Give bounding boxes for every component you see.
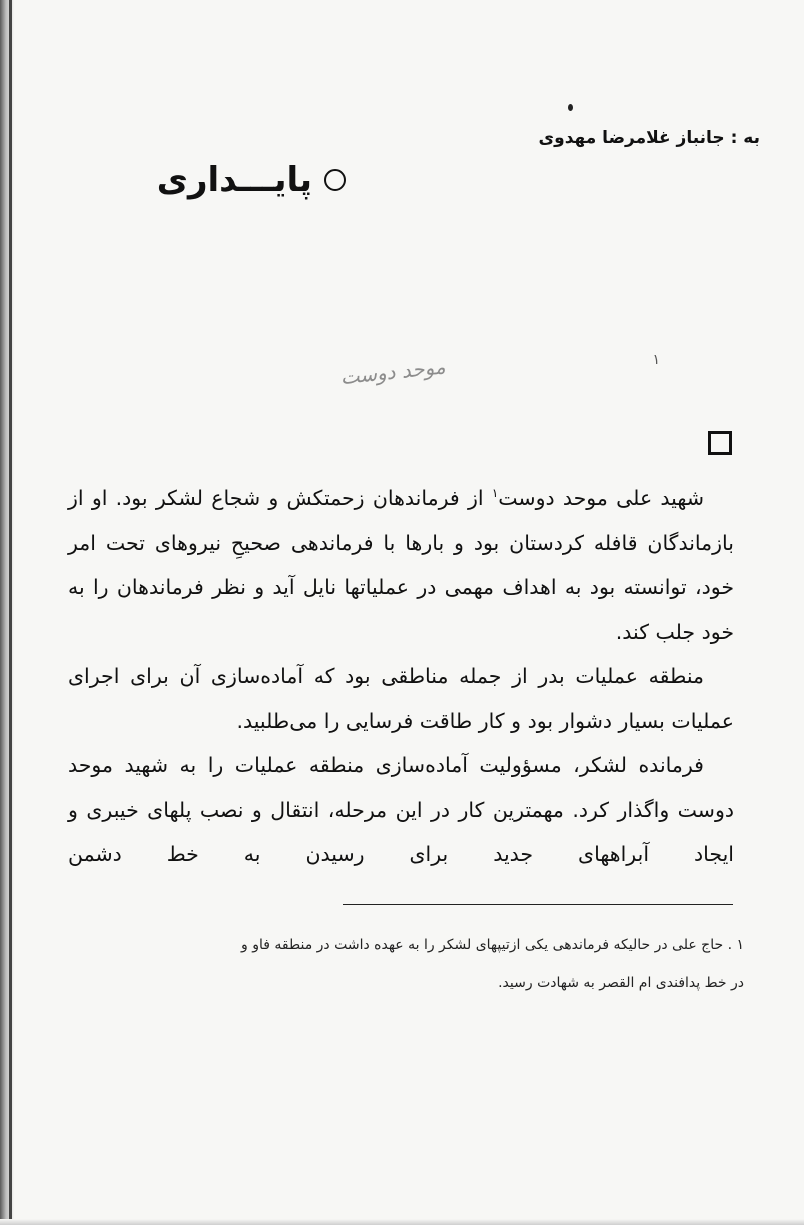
footnote-divider xyxy=(343,904,733,905)
footnote xyxy=(64,926,744,1002)
chapter-heading xyxy=(157,160,346,200)
paragraph-1-rest: از فرماندهان زحمتکش و شجاع لشکر بود. او از بازماندگان قافله کردستان بود و بارها با فرماندهی صحیحِ نیروهای تحت امر خود، توانسته بود به اهداف مهمی در عملیاتها نایل آید و نظر فرماندهان را به خود جلب کند. xyxy=(68,486,734,644)
footnote-line-1: ۱ . حاج علی در حالیکه فرماندهی یکی ازتیپهای لشکر را به عهده داشت در منطقه فاو و xyxy=(241,937,744,953)
margin-mark: ۱ xyxy=(652,352,660,368)
paragraph-1-start: شهید علی موحد دوست xyxy=(498,486,704,510)
body-text xyxy=(68,476,734,877)
paragraph-2: منطقه عملیات بدر از جمله مناطقی بود که آماده‌سازی آن برای اجرای عملیات بسیار دشوار بود و کار طاقت فرسایی را می‌طلبید. xyxy=(68,664,734,733)
chapter-title: پایـــداری xyxy=(156,160,312,200)
footnote-line-2: در خط پدافندی ام القصر به شهادت رسید. xyxy=(498,975,744,991)
paragraph-3: فرمانده لشکر، مسؤولیت آماده‌سازی منطقه عملیات را به شهید موحد دوست واگذار کرد. مهمترین کار در این مرحله، انتقال و نصب پلهای خیبری و ایجاد آبراههای جدید برای رسیدن به خط دشمن xyxy=(68,753,734,866)
paragraph-1 xyxy=(68,476,734,654)
handwritten-annotation: موحد دوست xyxy=(339,354,447,390)
footnote-reference: ۱ xyxy=(491,486,499,501)
square-outline-icon xyxy=(708,431,732,455)
circle-outline-icon xyxy=(324,169,346,191)
ink-speck xyxy=(568,104,573,111)
page-binding-line xyxy=(9,0,12,1225)
page-bottom-edge xyxy=(0,1219,804,1225)
dedication-line: به : جانباز غلامرضا مهدوی xyxy=(538,128,760,148)
